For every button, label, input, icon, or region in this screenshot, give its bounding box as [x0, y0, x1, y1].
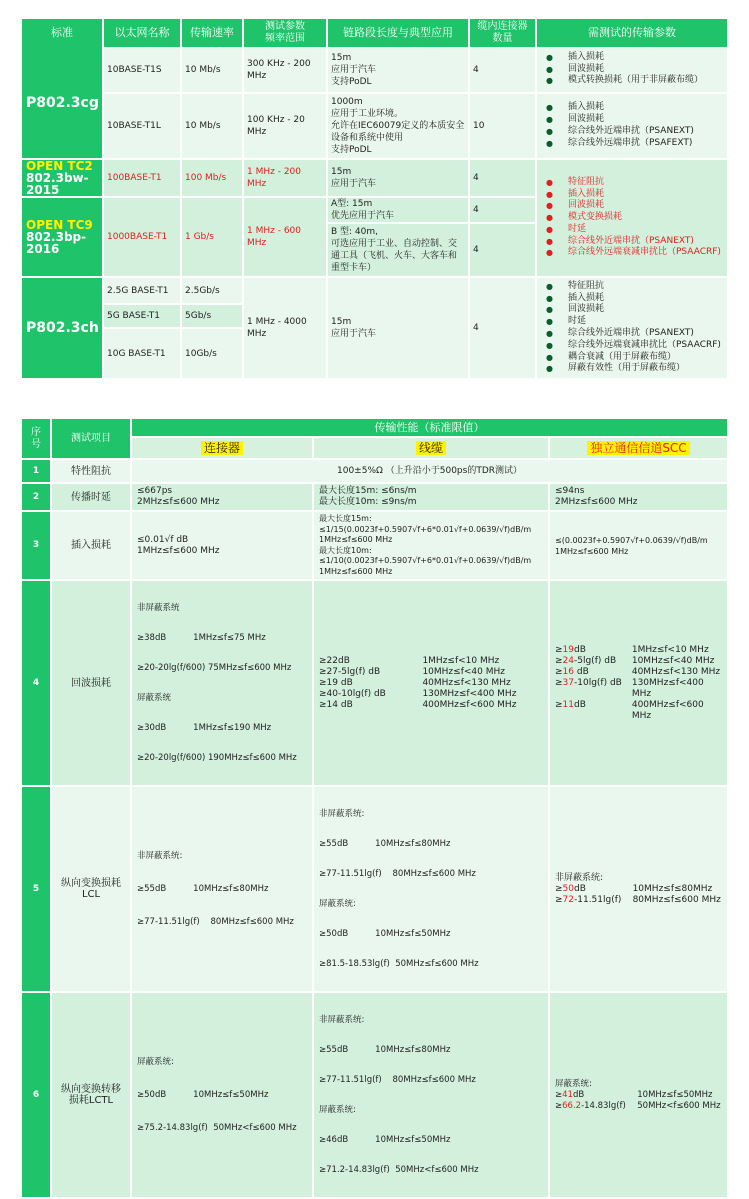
param-list — [536, 159, 728, 277]
app-line: A型: 15m — [331, 199, 373, 209]
limit-value: ≥19 dB — [319, 677, 353, 688]
list-item: ● 特征阻抗 — [546, 177, 724, 189]
row-number: 3 — [22, 511, 51, 580]
list-item: ● 模式转换损耗（用于非屏蔽布缆） — [546, 75, 724, 87]
list-item: ● 特征阻抗 — [546, 281, 724, 293]
limit-value: ≥37-10lg(f) dB — [555, 677, 622, 688]
limit-range: 40MHz≤f<130 MHz — [422, 677, 511, 688]
col-header-application: 链路段长度与典型应用 — [327, 19, 469, 47]
limit-line: ≤667ps — [137, 486, 173, 496]
param-list — [536, 277, 728, 379]
limit-line: 1MHz≤f≤600 MHz — [137, 545, 220, 556]
limit-value: ≥14 dB — [319, 699, 353, 710]
limit-range: 10MHz≤f<40 MHz — [631, 655, 715, 666]
list-item: ● 插入损耗 — [546, 293, 724, 305]
connector-count: 4 — [469, 277, 536, 379]
app-line: 设备和系统中使用 — [331, 133, 404, 143]
freq: 300 KHz - 200 MHz — [243, 47, 327, 93]
cable-limit — [313, 786, 549, 992]
app-line: B 型: 40m, — [331, 227, 379, 237]
table-row — [22, 786, 728, 992]
app-line: 1000m — [331, 97, 363, 107]
application — [327, 197, 469, 223]
scc-limit — [549, 483, 728, 511]
list-item: ● 综合线外近端串扰（PSANEXT) — [546, 328, 724, 340]
list-item: ● 模式变换损耗 — [546, 212, 724, 224]
app-line: 支持PoDL — [331, 76, 372, 87]
list-item: ● 插入损耗 — [546, 189, 724, 201]
table-row — [22, 159, 728, 197]
limit-line: 屏蔽系统 — [137, 693, 172, 703]
limit-line: 最大长度15m: — [319, 514, 372, 523]
test-item: 特性阻抗 — [51, 459, 131, 483]
col-header-cable — [313, 437, 549, 459]
scc-limit — [549, 786, 728, 992]
limit-line: ≥50dB 10MHz≤f≤50MHz — [137, 1089, 269, 1100]
limit-line: ≥30dB 1MHz≤f≤190 MHz — [137, 723, 272, 733]
limit-line: 屏蔽系统: — [319, 1105, 356, 1115]
limit-value: ≥22dB — [319, 655, 350, 666]
limit-line: ≥75.2-14.83lg(f) 50MHz<f≤600 MHz — [137, 1122, 297, 1133]
connector-count: 4 — [469, 159, 536, 197]
application — [327, 277, 469, 379]
limit-line: ≥77-11.51lg(f) 80MHz≤f≤600 MHz — [319, 1075, 476, 1085]
col-header-connector — [131, 437, 313, 459]
ethernet-standards-table — [22, 19, 729, 380]
application — [327, 47, 469, 93]
rate: 100 Mb/s — [181, 159, 243, 197]
limit-line: ≥38dB 1MHz≤f≤75 MHz — [137, 633, 266, 643]
table-row — [22, 47, 728, 93]
std-cell: P802.3ch — [22, 277, 103, 379]
row-number: 4 — [22, 580, 51, 786]
col-header-ethernet-name: 以太网名称 — [103, 19, 181, 47]
limit-range: 400MHz≤f<600 MHz — [422, 699, 517, 710]
limit-value: ≥16 dB — [555, 666, 589, 677]
list-item: ● 综合线外近端串扰（PSANEXT) — [546, 126, 724, 138]
std-cell — [22, 197, 103, 277]
app-line: 重型卡车） — [331, 263, 377, 273]
limit-line: ≥77-11.51lg(f) 80MHz≤f≤600 MHz — [137, 916, 294, 927]
limit-line: ≥20-20lg(f/600) 75MHz≤f≤600 MHz — [137, 663, 292, 673]
limit-value: ≥24-5lg(f) dB — [555, 655, 617, 666]
limit-line: ≥71.2-14.83lg(f) 50MHz<f≤600 MHz — [319, 1165, 479, 1175]
row-number: 6 — [22, 992, 51, 1198]
test-item: 纵向变换损耗 LCL — [51, 786, 131, 992]
limit-range: 1MHz≤f<10 MHz — [631, 644, 709, 655]
limit-line: ≥77-11.51lg(f) 80MHz≤f≤600 MHz — [319, 869, 476, 879]
list-item: ● 时延 — [546, 224, 724, 236]
cable-limit — [313, 511, 549, 580]
limit-line: ≤1/15(0.0023f+0.5907√f+6*0.01√f+0.0639/√f)dB/m — [319, 524, 532, 534]
param-list — [536, 93, 728, 159]
limit-line: 1MHz≤f≤600 MHz — [319, 535, 393, 544]
rate: 2.5Gb/s — [181, 277, 243, 304]
connector-count: 10 — [469, 93, 536, 159]
limit-line: 最大长度10m: ≤9ns/m — [319, 497, 417, 507]
list-item: ● 回波损耗 — [546, 114, 724, 126]
test-item: 回波损耗 — [51, 580, 131, 786]
col-header-params: 需测试的传输参数 — [536, 19, 728, 47]
limit-range: 80MHz≤f≤600 MHz — [632, 894, 721, 905]
col-header-freq: 测试参数 频率范围 — [243, 19, 327, 47]
list-item: ● 回波损耗 — [546, 64, 724, 76]
connector-count: 4 — [469, 47, 536, 93]
limit-line: ≥81.5-18.53lg(f) 50MHz≤f≤600 MHz — [319, 959, 479, 969]
limit-line: ≥55dB 10MHz≤f≤80MHz — [319, 839, 451, 849]
limit-range: 10MHz≤f<40 MHz — [422, 666, 505, 677]
limit-line: ≥20-20lg(f/600) 190MHz≤f≤600 MHz — [137, 753, 297, 763]
cable-limit — [313, 483, 549, 511]
list-item: ● 综合线外远端衰减串扰比（PSAACRF) — [546, 340, 724, 352]
app-line: 应用于汽车 — [331, 329, 377, 339]
freq: 100 KHz - 20 MHz — [243, 93, 327, 159]
limit-line: 非屏蔽系统 — [137, 603, 180, 613]
limit-range: 130MHz≤f<400 MHz — [422, 688, 517, 699]
list-item: ● 插入损耗 — [546, 102, 724, 114]
limit-line: ≥50dB 10MHz≤f≤50MHz — [319, 929, 451, 939]
transmission-performance-table — [22, 419, 729, 1199]
freq: 1 MHz - 600 MHz — [243, 197, 327, 277]
table1-header-row — [22, 19, 728, 47]
limit-line: 最大长度10m: — [319, 545, 372, 555]
limit-value: ≥11dB — [555, 699, 586, 710]
app-line: 可选应用于工业、自动控制、交 — [331, 239, 458, 249]
limit-range: 130MHz≤f<400 MHz — [631, 677, 704, 699]
limit-value: ≥50dB — [555, 883, 586, 894]
app-line: 应用于工业环境。 — [331, 109, 404, 119]
rate: 10 Mb/s — [181, 93, 243, 159]
limit-line: ≤(0.0023f+0.5907√f+0.0639/√f)dB/m — [555, 535, 708, 545]
rate: 1 Gb/s — [181, 197, 243, 277]
limit-range: 50MHz<f≤600 MHz — [637, 1100, 721, 1111]
app-line: 15m — [331, 167, 352, 177]
col-header-scc — [549, 437, 728, 459]
limit-line: 非屏蔽系统: — [555, 872, 604, 883]
limit-line: 非屏蔽系统: — [319, 1015, 365, 1025]
row-number: 1 — [22, 459, 51, 483]
table-row — [22, 483, 728, 511]
app-line: 15m — [331, 317, 352, 327]
cable-limit — [313, 580, 549, 786]
limit-line: 1MHz≤f≤600 MHz — [555, 546, 629, 556]
limit-line: 2MHz≤f≤600 MHz — [137, 497, 220, 507]
table-row — [22, 511, 728, 580]
std-cell: P802.3cg — [22, 47, 103, 159]
limit-line: ≥55dB 10MHz≤f≤80MHz — [319, 1045, 451, 1055]
app-line: 优先应用于汽车 — [331, 211, 395, 221]
eth-name: 10BASE-T1S — [103, 47, 181, 93]
limit-line: 屏蔽系统: — [137, 1056, 174, 1067]
test-item: 传播时延 — [51, 483, 131, 511]
std-cell — [22, 159, 103, 197]
limit-value: ≥66.2-14.83lg(f) — [555, 1100, 626, 1111]
std-label-a: OPEN TC2 — [26, 159, 93, 173]
application — [327, 93, 469, 159]
application — [327, 159, 469, 197]
limit-range: 400MHz≤f<600 MHz — [631, 699, 704, 721]
limit-line: 非屏蔽系统: — [137, 850, 183, 861]
scc-limit — [549, 511, 728, 580]
list-item: ● 综合线外远端衰减串扰比（PSAACRF) — [546, 247, 724, 259]
col-header-connectors: 缆内连接器 数量 — [469, 19, 536, 47]
limit-line: 1MHz≤f≤600 MHz — [319, 566, 393, 576]
col-header-standard: 标准 — [22, 19, 103, 47]
connector-limit — [131, 992, 313, 1198]
test-item: 插入损耗 — [51, 511, 131, 580]
connector-limit — [131, 786, 313, 992]
connector-count: 4 — [469, 197, 536, 223]
table-row — [22, 93, 728, 159]
limit-value: ≥27-5lg(f) dB — [319, 666, 381, 677]
scc-limit — [549, 992, 728, 1198]
rate: 10Gb/s — [181, 328, 243, 379]
table-row — [22, 277, 728, 304]
freq: 1 MHz - 4000 MHz — [243, 277, 327, 379]
col-header-rate: 传输速率 — [181, 19, 243, 47]
list-item: ● 综合线外近端串扰（PSANEXT) — [546, 236, 724, 248]
rate: 10 Mb/s — [181, 47, 243, 93]
freq: 1 MHz - 200 MHz — [243, 159, 327, 197]
list-item: ● 回波损耗 — [546, 304, 724, 316]
app-line: 15m — [331, 52, 352, 63]
list-item: ● 时延 — [546, 316, 724, 328]
limit-value: ≥72-11.51lg(f) — [555, 894, 622, 905]
eth-name: 5G BASE-T1 — [103, 304, 181, 328]
connector-count: 4 — [469, 223, 536, 277]
row-number: 2 — [22, 483, 51, 511]
header-label: 线缆 — [416, 441, 446, 455]
limit-range: 40MHz≤f<130 MHz — [631, 666, 721, 677]
app-line: 应用于汽车 — [331, 179, 377, 189]
impedance-value: 100±5%Ω （上升沿小于500ps的TDR测试） — [131, 459, 728, 483]
header-label: 连接器 — [201, 441, 243, 455]
std-label-b: 802.3bp-2016 — [26, 230, 87, 256]
rate: 5Gb/s — [181, 304, 243, 328]
list-item: ● 回波损耗 — [546, 200, 724, 212]
list-item: ● 耦合衰减（用于屏蔽布缆） — [546, 352, 724, 364]
col-header-no: 序 号 — [22, 419, 51, 459]
app-line: 支持PoDL — [331, 145, 372, 155]
limit-line: 屏蔽系统: — [555, 1078, 592, 1089]
table-row — [22, 580, 728, 786]
limit-line: ≤0.01√f dB — [137, 534, 189, 545]
app-line: 应用于汽车 — [331, 64, 377, 75]
param-list — [536, 47, 728, 93]
list-item: ● 插入损耗 — [546, 52, 724, 64]
std-label-a: OPEN TC9 — [26, 218, 93, 232]
eth-name: 100BASE-T1 — [103, 159, 181, 197]
connector-limit — [131, 483, 313, 511]
limit-line: ≤1/10(0.0023f+0.5907√f+6*0.01√f+0.0639/√f)dB/m — [319, 556, 532, 565]
scc-limit — [549, 580, 728, 786]
app-line: 允许在IEC60079定义的本质安全 — [331, 121, 465, 131]
list-item: ● 综合线外远端串扰（PSAFEXT) — [546, 138, 724, 150]
limit-range: 10MHz≤f≤50MHz — [637, 1089, 713, 1100]
limit-line: ≥55dB 10MHz≤f≤80MHz — [137, 883, 269, 894]
limit-line: 2MHz≤f≤600 MHz — [555, 497, 638, 507]
connector-limit — [131, 580, 313, 786]
limit-value: ≥40-10lg(f) dB — [319, 688, 386, 699]
cable-limit — [313, 992, 549, 1198]
limit-line: ≥46dB 10MHz≤f≤50MHz — [319, 1135, 451, 1145]
test-item: 纵向变换转移 损耗LCTL — [51, 992, 131, 1198]
limit-value: ≥41dB — [555, 1089, 585, 1100]
header-label: 独立通信信道SCC — [587, 441, 689, 455]
limit-range: 1MHz≤f<10 MHz — [422, 655, 500, 666]
eth-name: 10BASE-T1L — [103, 93, 181, 159]
eth-name: 1000BASE-T1 — [103, 197, 181, 277]
limit-line: 非屏蔽系统: — [319, 809, 365, 819]
row-number: 5 — [22, 786, 51, 992]
limit-value: ≥19dB — [555, 644, 586, 655]
limit-line: ≤94ns — [555, 486, 585, 496]
limit-range: 10MHz≤f≤80MHz — [632, 883, 713, 894]
eth-name: 2.5G BASE-T1 — [103, 277, 181, 304]
limit-line: 最大长度15m: ≤6ns/m — [319, 486, 417, 496]
eth-name: 10G BASE-T1 — [103, 328, 181, 379]
application — [327, 223, 469, 277]
connector-limit — [131, 511, 313, 580]
table2-header-row — [22, 419, 728, 437]
std-label-b: 802.3bw-2015 — [26, 171, 89, 197]
col-header-performance: 传输性能（标准限值） — [131, 419, 728, 437]
table-row — [22, 459, 728, 483]
list-item: ● 屏蔽有效性（用于屏蔽布缆） — [546, 363, 724, 375]
table-row — [22, 992, 728, 1198]
limit-line: 屏蔽系统: — [319, 899, 356, 909]
col-header-item: 测试项目 — [51, 419, 131, 459]
app-line: 通工具（飞机、火车、大客车和 — [331, 251, 458, 261]
